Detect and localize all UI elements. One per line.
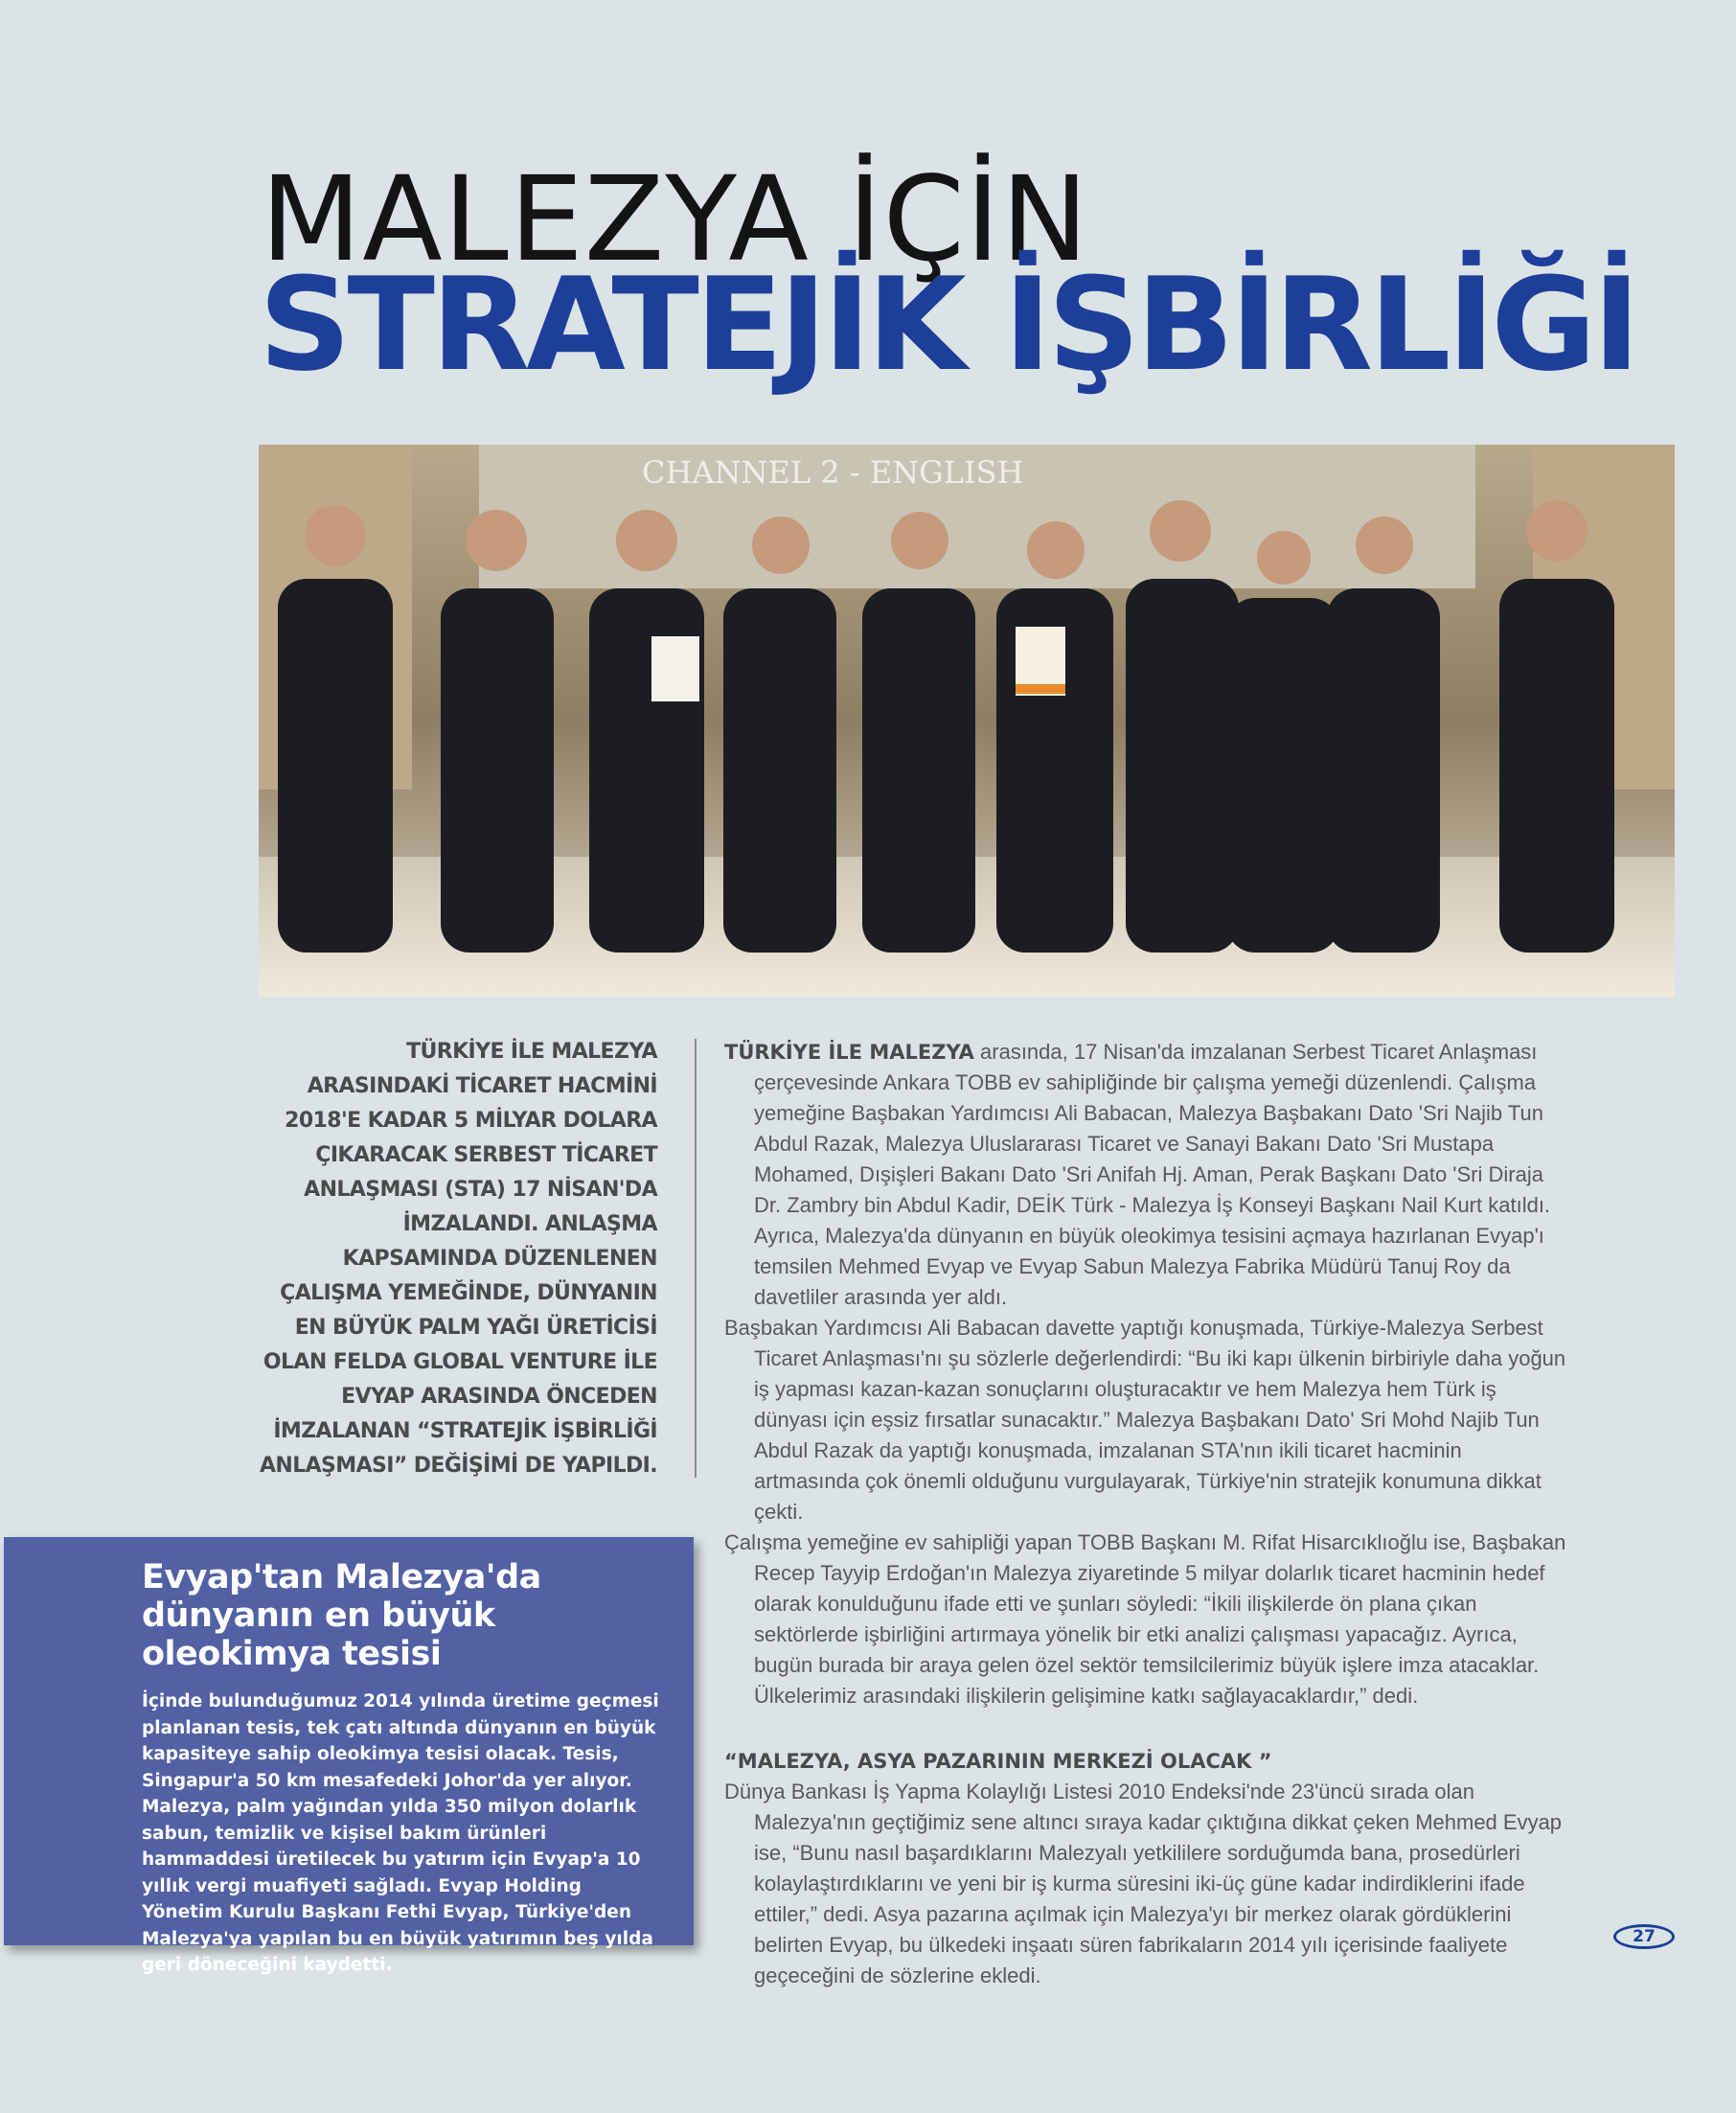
sidebar-box — [4, 1537, 694, 1975]
sidebar-body: İçinde bulunduğumuz 2014 yılında üretime geçmesi planlanan tesis, tek çatı altında dünyanın en büyük kapasiteye sahip oleokimya tesisi olacak. Tesis, Singapur'a 50 km mesafedeki Johor'da yer alıyor. Malezya, palm yağından yılda 350 milyon dolarlık sabun, temizlik ve kişisel bakım ürünleri hammaddesi üretilecek bu yatırım için Evyap'a 10 yıllık vergi muafiyeti sağladı. Evyap Holding Yönetim Kurulu Başkanı Fethi Evyap, Türkiye'den Malezya'ya yapılan bu en büyük yatırımın beş yılda geri döneceğini kaydetti. — [142, 1691, 659, 1975]
article-paragraph-4: Dünya Bankası İş Yapma Kolaylığı Listesi 2010 Endeksi'nde 23'üncü sırada olan Malezya'nın geçtiğimiz sene altıncı sıraya kadar çıktığına dikkat çeken Mehmed Evyap ise, “Bunu nasıl başardıklarını Malezyalı yetkililere sorduğumda bana, prosedürleri kolaylaştırdıklarını ve yeni bir iş kurma süresini iki-üç güne kadar indirdiklerini ifade ettiler,” dedi. Asya pazarına açılmak için Malezya'yı bir merkez olarak gördüklerini belirten Evyap, bu ülkedeki inşaatı süren fabrikaların 2014 yılı içerisinde faaliyete geçeceğini de sözlerine ekledi. — [724, 1780, 1563, 1987]
lead-paragraph: TÜRKİYE İLE MALEZYA ARASINDAKİ TİCARET HACMİNİ 2018'E KADAR 5 MİLYAR DOLARA ÇIKARACAK SERBEST TİCARET ANLAŞMASI (STA) 17 NİSAN'DA İMZALANDI. ANLAŞMA KAPSAMINDA DÜZENLENEN ÇALIŞMA YEMEĞİNDE, DÜNYANIN EN BÜYÜK PALM YAĞI ÜRETİCİSİ OLAN FELDA GLOBAL VENTURE İLE EVYAP ARASINDA ÖNCEDEN İMZALANAN “STRATEJİK İŞBİRLİĞİ ANLAŞMASI” DEĞİŞİMİ DE YAPILDI. — [259, 1040, 657, 1478]
article-subhead: “MALEZYA, ASYA PAZARININ MERKEZİ OLACAK ” — [724, 1750, 1272, 1773]
title-line-1: MALEZYA İÇİN — [261, 151, 1090, 287]
page-number: 27 — [1613, 1924, 1675, 1949]
group-photo — [259, 445, 1675, 997]
article-paragraph-2: Başbakan Yardımcısı Ali Babacan davette yaptığı konuşmada, Türkiye-Malezya Serbest Ticaret Anlaşması'nı şu sözlerle değerlendirdi: “Bu iki kapı ülkenin birbiriyle daha yoğun iş yapması kazan-kazan sonuçlarını oluşturacaktır ve hem Malezya hem Türk iş dünyası için eşsiz fırsatlar sunacaktır.” Malezya Başbakanı Dato' Sri Mohd Najib Tun Abdul Razak da yaptığı konuşmada, imzalanan STA'nın ikili ticaret hacminin artmasında çok önemli olduğunu vurgulayarak, Türkiye'nin stratejik konumuna dikkat çekti. — [724, 1316, 1566, 1524]
screen-banner: CHANNEL 2 - ENGLISH — [642, 454, 1024, 491]
sidebar-title: Evyap'tan Malezya'da dünyanın en büyük oleokimya tesisi — [142, 1558, 541, 1673]
article-lead-in: TÜRKİYE İLE MALEZYA — [724, 1041, 974, 1064]
article-paragraph-3: Çalışma yemeğine ev sahipliği yapan TOBB Başkanı M. Rifat Hisarcıklıoğlu ise, Başbakan Recep Tayyip Erdoğan'ın Malezya ziyaretinde 5 milyar dolarlık ticaret hacminin hedef olarak konulduğunu ifade etti ve şunları söyledi: “İkili ilişkilerde ön plana çıkan sektörlerde işbirliğini artırmaya yönelik bir etki analizi çalışması yapacağız. Ayrıca, bugün burada bir araya gelen özel sektör temsilcilerimiz büyük işlere imza atacaklar. Ülkelerimiz arasındaki ilişkilerin gelişimine katkı sağlayacaklardır,” dedi. — [724, 1530, 1566, 1708]
column-divider — [695, 1039, 697, 1478]
article-paragraph-1-text: arasında, 17 Nisan'da imzalanan Serbest Ticaret Anlaşması çerçevesinde Ankara TOBB ev sahipliğinde bir çalışma yemeği düzenlendi. Çalışma yemeğine Başbakan Yardımcısı Ali Babacan, Malezya Başbakanı Dato 'Sri Najib Tun Abdul Razak, Malezya Uluslararası Ticaret ve Sanayi Bakanı Dato 'Sri Mustapa Mohamed, Dışişleri Bakanı Dato 'Sri Anifah Hj. Aman, Perak Başkanı Dato 'Sri Diraja Dr. Zambry bin Abdul Kadir, DEİK Türk - Malezya İş Konseyi Başkanı Nail Kurt katıldı. Ayrıca, Malezya'da dünyanın en büyük oleokimya tesisini açmaya hazırlanan Evyap'ı temsilen Mehmed Evyap ve Evyap Sabun Malezya Fabrika Müdürü Tanuj Roy da davetliler arasında yer aldı. — [754, 1040, 1551, 1309]
article-body — [724, 1037, 1567, 1991]
article-paragraph-1 — [724, 1037, 1567, 1313]
title-line-2: STRATEJİK İŞBİRLİĞİ — [259, 250, 1637, 400]
